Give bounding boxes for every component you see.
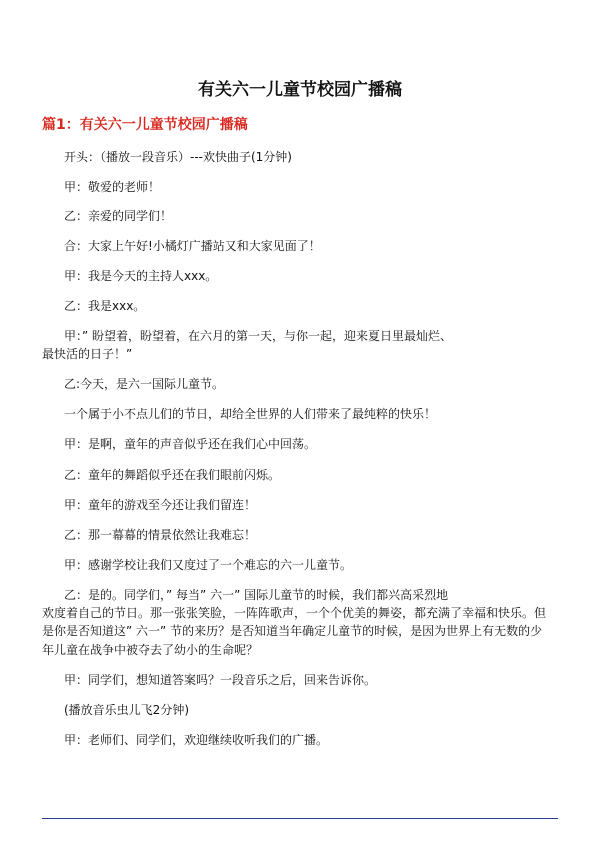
- script-line: 甲：童年的游戏至今还让我们留连！: [64, 498, 257, 512]
- script-line: 甲：敬爱的老师！: [64, 180, 161, 194]
- script-line: 一个属于小不点儿们的节日，却给全世界的人们带来了最纯粹的快乐！: [64, 407, 437, 421]
- script-line: 甲：同学们，想知道答案吗？一段音乐之后，回来告诉你。: [64, 673, 377, 687]
- footer-divider: [42, 818, 558, 819]
- script-line-continuation: 是你是否知道这” 六一” 节的来历？是否知道当年确定儿童节的时候，是因为世界上有无数的少: [42, 624, 543, 638]
- script-line: 甲：是啊，童年的声音似乎还在我们心中回荡。: [64, 437, 317, 451]
- script-line: 乙：我是xxx。: [64, 299, 146, 313]
- page-title: 有关六一儿童节校园广播稿: [198, 80, 402, 100]
- script-line: 乙：那一幕幕的情景依然让我难忘！: [64, 528, 257, 542]
- section-title: 篇1：有关六一儿童节校园广播稿: [42, 117, 248, 133]
- script-line: 合：大家上午好!小橘灯广播站又和大家见面了！: [64, 239, 321, 253]
- script-line: 甲：我是今天的主持人xxx。: [64, 269, 218, 283]
- script-line-continuation: 最快活的日子！”: [42, 347, 133, 361]
- script-line-continuation: 欢度着自己的节日。那一张张笑脸，一阵阵歌声，一个个优美的舞姿，都充满了幸福和快乐。但: [42, 606, 547, 620]
- script-line: 甲：老师们、同学们，欢迎继续收听我们的广播。: [64, 733, 329, 747]
- script-line-opening: 开头：（播放一段音乐）---欢快曲子(1分钟): [64, 150, 292, 164]
- script-line: 甲：感谢学校让我们又度过了一个难忘的六一儿童节。: [64, 558, 353, 572]
- script-line: 甲：” 盼望着，盼望着，在六月的第一天，与你一起，迎来夏日里最灿烂、: [64, 329, 453, 343]
- script-line: 乙：是的。同学们，” 每当” 六一” 国际儿童节的时候，我们都兴高采烈地: [64, 588, 449, 602]
- script-line: 乙:今天，是六一国际儿童节。: [64, 377, 225, 391]
- script-line: 乙：童年的舞蹈似乎还在我们眼前闪烁。: [64, 468, 281, 482]
- script-line-stage-direction: (播放音乐虫儿飞2分钟): [64, 703, 189, 717]
- script-line-continuation: 年儿童在战争中被夺去了幼小的生命呢？: [42, 643, 259, 657]
- script-line: 乙：亲爱的同学们！: [64, 209, 173, 223]
